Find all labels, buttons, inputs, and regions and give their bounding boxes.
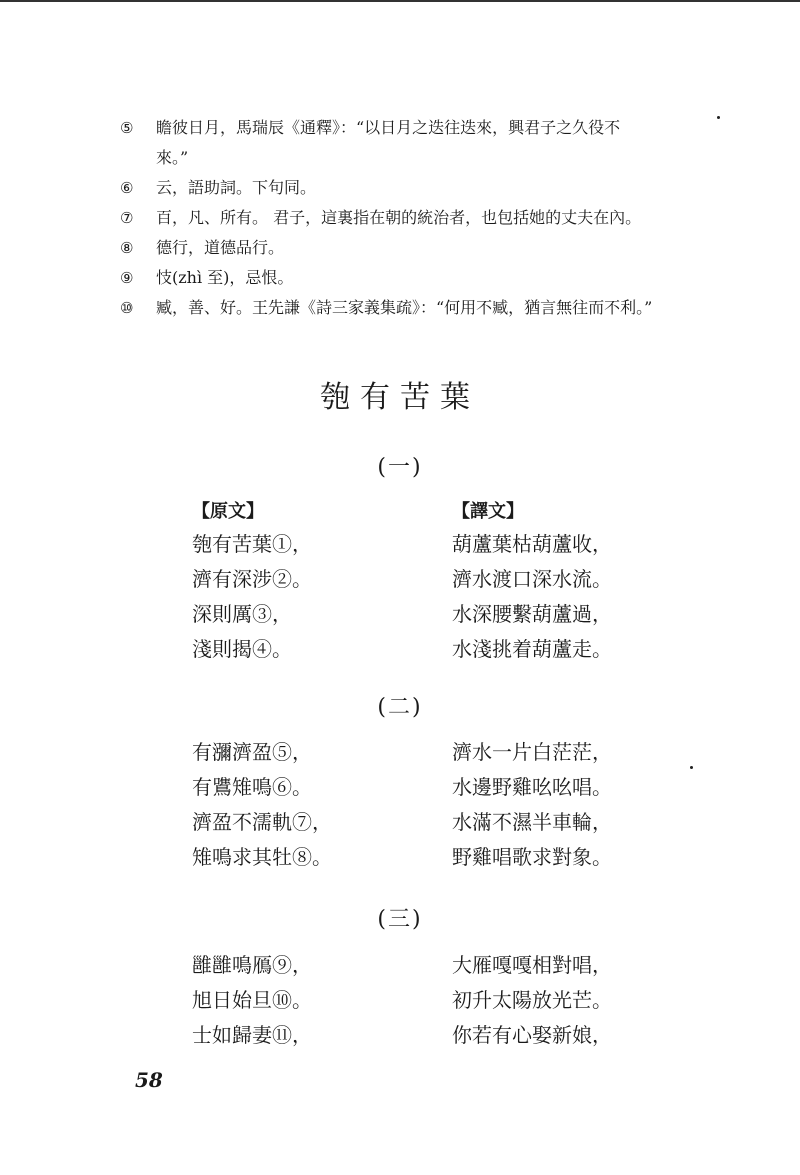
original-line: 濟盈不濡軌⑦，	[192, 810, 332, 834]
translation-column-head: 【譯文】	[452, 501, 524, 522]
page-number: 58	[135, 1068, 163, 1092]
translation-line: 濟水一片白茫茫，	[452, 740, 612, 764]
footnote-7	[120, 203, 680, 233]
translation-line: 水淺挑着葫蘆走。	[452, 637, 612, 661]
translation-line: 大雁嘎嘎相對唱，	[452, 953, 612, 977]
footnote-number: ⑤	[120, 119, 134, 137]
original-column-2	[192, 735, 332, 875]
translation-line: 初升太陽放光芒。	[452, 988, 612, 1012]
original-line: 有鷕雉鳴⑥。	[192, 775, 312, 799]
footnote-text: 云，語助詞。下句同。	[156, 178, 317, 197]
footnote-8	[120, 233, 680, 263]
top-rule	[0, 0, 800, 2]
original-line: 匏有苦葉①，	[192, 532, 312, 556]
footnote-text: 忮(zhì 至)，忌恨。	[156, 268, 294, 287]
section-heading-2: (二)	[377, 695, 423, 720]
footnote-number: ⑩	[120, 299, 134, 317]
footnote-number: ⑥	[120, 179, 134, 197]
translation-line: 水滿不濕半車輪，	[452, 810, 612, 834]
footnote-text: 德行，道德品行。	[156, 238, 285, 257]
poem-title: 匏有苦葉	[320, 380, 480, 415]
footnote-number	[120, 143, 156, 173]
original-line: 深則厲③，	[192, 602, 292, 626]
translation-column-2	[452, 735, 612, 875]
original-column-head: 【原文】	[192, 501, 264, 522]
footnote-number: ⑧	[120, 239, 134, 257]
scan-speck	[690, 766, 693, 769]
footnote-10	[120, 293, 680, 323]
footnote-text: 瞻彼日月，馬瑞辰《通釋》：“以日月之迭往迭來，興君子之久役不	[156, 118, 621, 137]
translation-line: 水邊野雞吆吆唱。	[452, 775, 612, 799]
footnote-text: 百，凡、所有。 君子，這裏指在朝的統治者，也包括她的丈夫在內。	[156, 208, 642, 227]
footnote-5-continued	[120, 143, 680, 173]
scan-speck	[717, 116, 720, 119]
footnote-text: 臧，善、好。王先謙《詩三家義集疏》：“何用不臧，猶言無往而不利。”	[156, 298, 653, 317]
translation-line: 野雞唱歌求對象。	[452, 845, 612, 869]
original-line: 淺則揭④。	[192, 637, 292, 661]
original-line: 有瀰濟盈⑤，	[192, 740, 312, 764]
original-line: 濟有深涉②。	[192, 567, 312, 591]
translation-line: 水深腰繫葫蘆過，	[452, 602, 612, 626]
original-line: 士如歸妻⑪，	[192, 1023, 312, 1047]
translation-column-3	[452, 948, 612, 1053]
section-heading-1: (一)	[377, 455, 423, 480]
footnote-number: ⑦	[120, 209, 134, 227]
original-column-3	[192, 948, 312, 1053]
footnote-number: ⑨	[120, 269, 134, 287]
original-line: 雉鳴求其牡⑧。	[192, 845, 332, 869]
section-heading-3: (三)	[377, 907, 423, 932]
footnotes	[120, 113, 680, 323]
original-column-1	[192, 497, 312, 667]
footnote-5	[120, 113, 680, 143]
translation-column-1	[452, 497, 612, 667]
footnote-6	[120, 173, 680, 203]
translation-line: 你若有心娶新娘，	[452, 1023, 612, 1047]
translation-line: 濟水渡口深水流。	[452, 567, 612, 591]
original-line: 雝雝鳴鴈⑨，	[192, 953, 312, 977]
footnote-text: 來。”	[156, 148, 189, 167]
footnote-9	[120, 263, 680, 293]
original-line: 旭日始旦⑩。	[192, 988, 312, 1012]
translation-line: 葫蘆葉枯葫蘆收，	[452, 532, 612, 556]
